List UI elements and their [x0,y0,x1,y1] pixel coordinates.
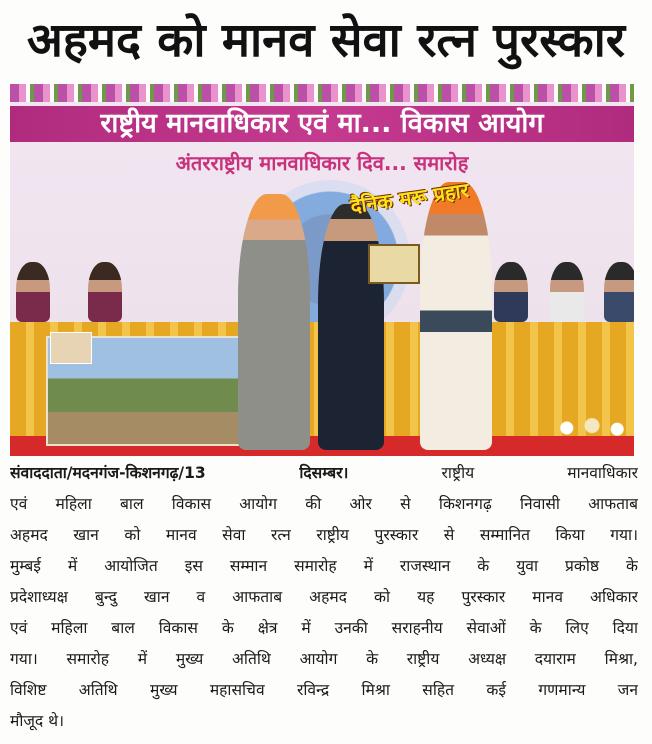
article-line: प्रदेशाध्यक्ष बुन्दु खान व आफताब अहमद को यह पुरस्कार मानव अधिकार [10,588,638,606]
article-line: एवं महिला बाल विकास के क्षेत्र में उनकी सराहनीय सेवाओं के लिए दिया [10,619,638,637]
presenter-dark-suit [318,204,384,450]
stage-banner-subtitle: अंतरराष्ट्रीय मानवाधिकार दिव... समारोह [175,151,469,175]
article-line [10,458,638,489]
article-line: गया। समारोह में मुख्य अतिथि आयोग के राष्ट्रीय अध्यक्ष दयाराम मिश्रा, [10,650,638,668]
seated-guest [16,262,50,322]
article-text: राष्ट्रीय मानवाधिकार [348,464,638,482]
article-line: मौजूद थे। [10,712,65,730]
headline: अहमद को मानव सेवा रत्न पुरस्कार [26,13,625,68]
article-body [10,458,638,737]
seated-guest [604,262,634,322]
seated-guest [494,262,528,322]
flower-garland [10,84,634,102]
article-line: एवं महिला बाल विकास आयोग की ओर से किशनगढ़ निवासी आफताब [10,495,638,513]
article-line: मुम्बई में आयोजित इस सम्मान समारोह में राजस्थान के युवा प्रकोष्ठ के [10,557,638,575]
painting-inset [50,332,92,364]
article-line: अहमद खान को मानव सेवा रत्न राष्ट्रीय पुरस्कार से सम्मानित किया गया। [10,526,638,544]
award-recipient [420,182,492,450]
dateline: संवाददाता/मदनगंज-किशनगढ़/13 दिसम्बर। [10,464,349,482]
award-ceremony-photo [10,84,634,456]
stage-banner-title: राष्ट्रीय मानवाधिकार एवं मा... विकास आयोग [10,106,634,142]
seated-guest [88,262,122,322]
newspaper-watermark: दैनिक मरू प्रहार [348,177,471,219]
seated-guest [550,262,584,322]
article-line: विशिष्ट अतिथि मुख्य महासचिव रविन्द्र मिश्रा सहित कई गणमान्य जन [10,681,638,699]
flower-decoration [550,416,634,440]
award-plaque [368,244,420,284]
presenter-grey-suit [238,194,310,450]
